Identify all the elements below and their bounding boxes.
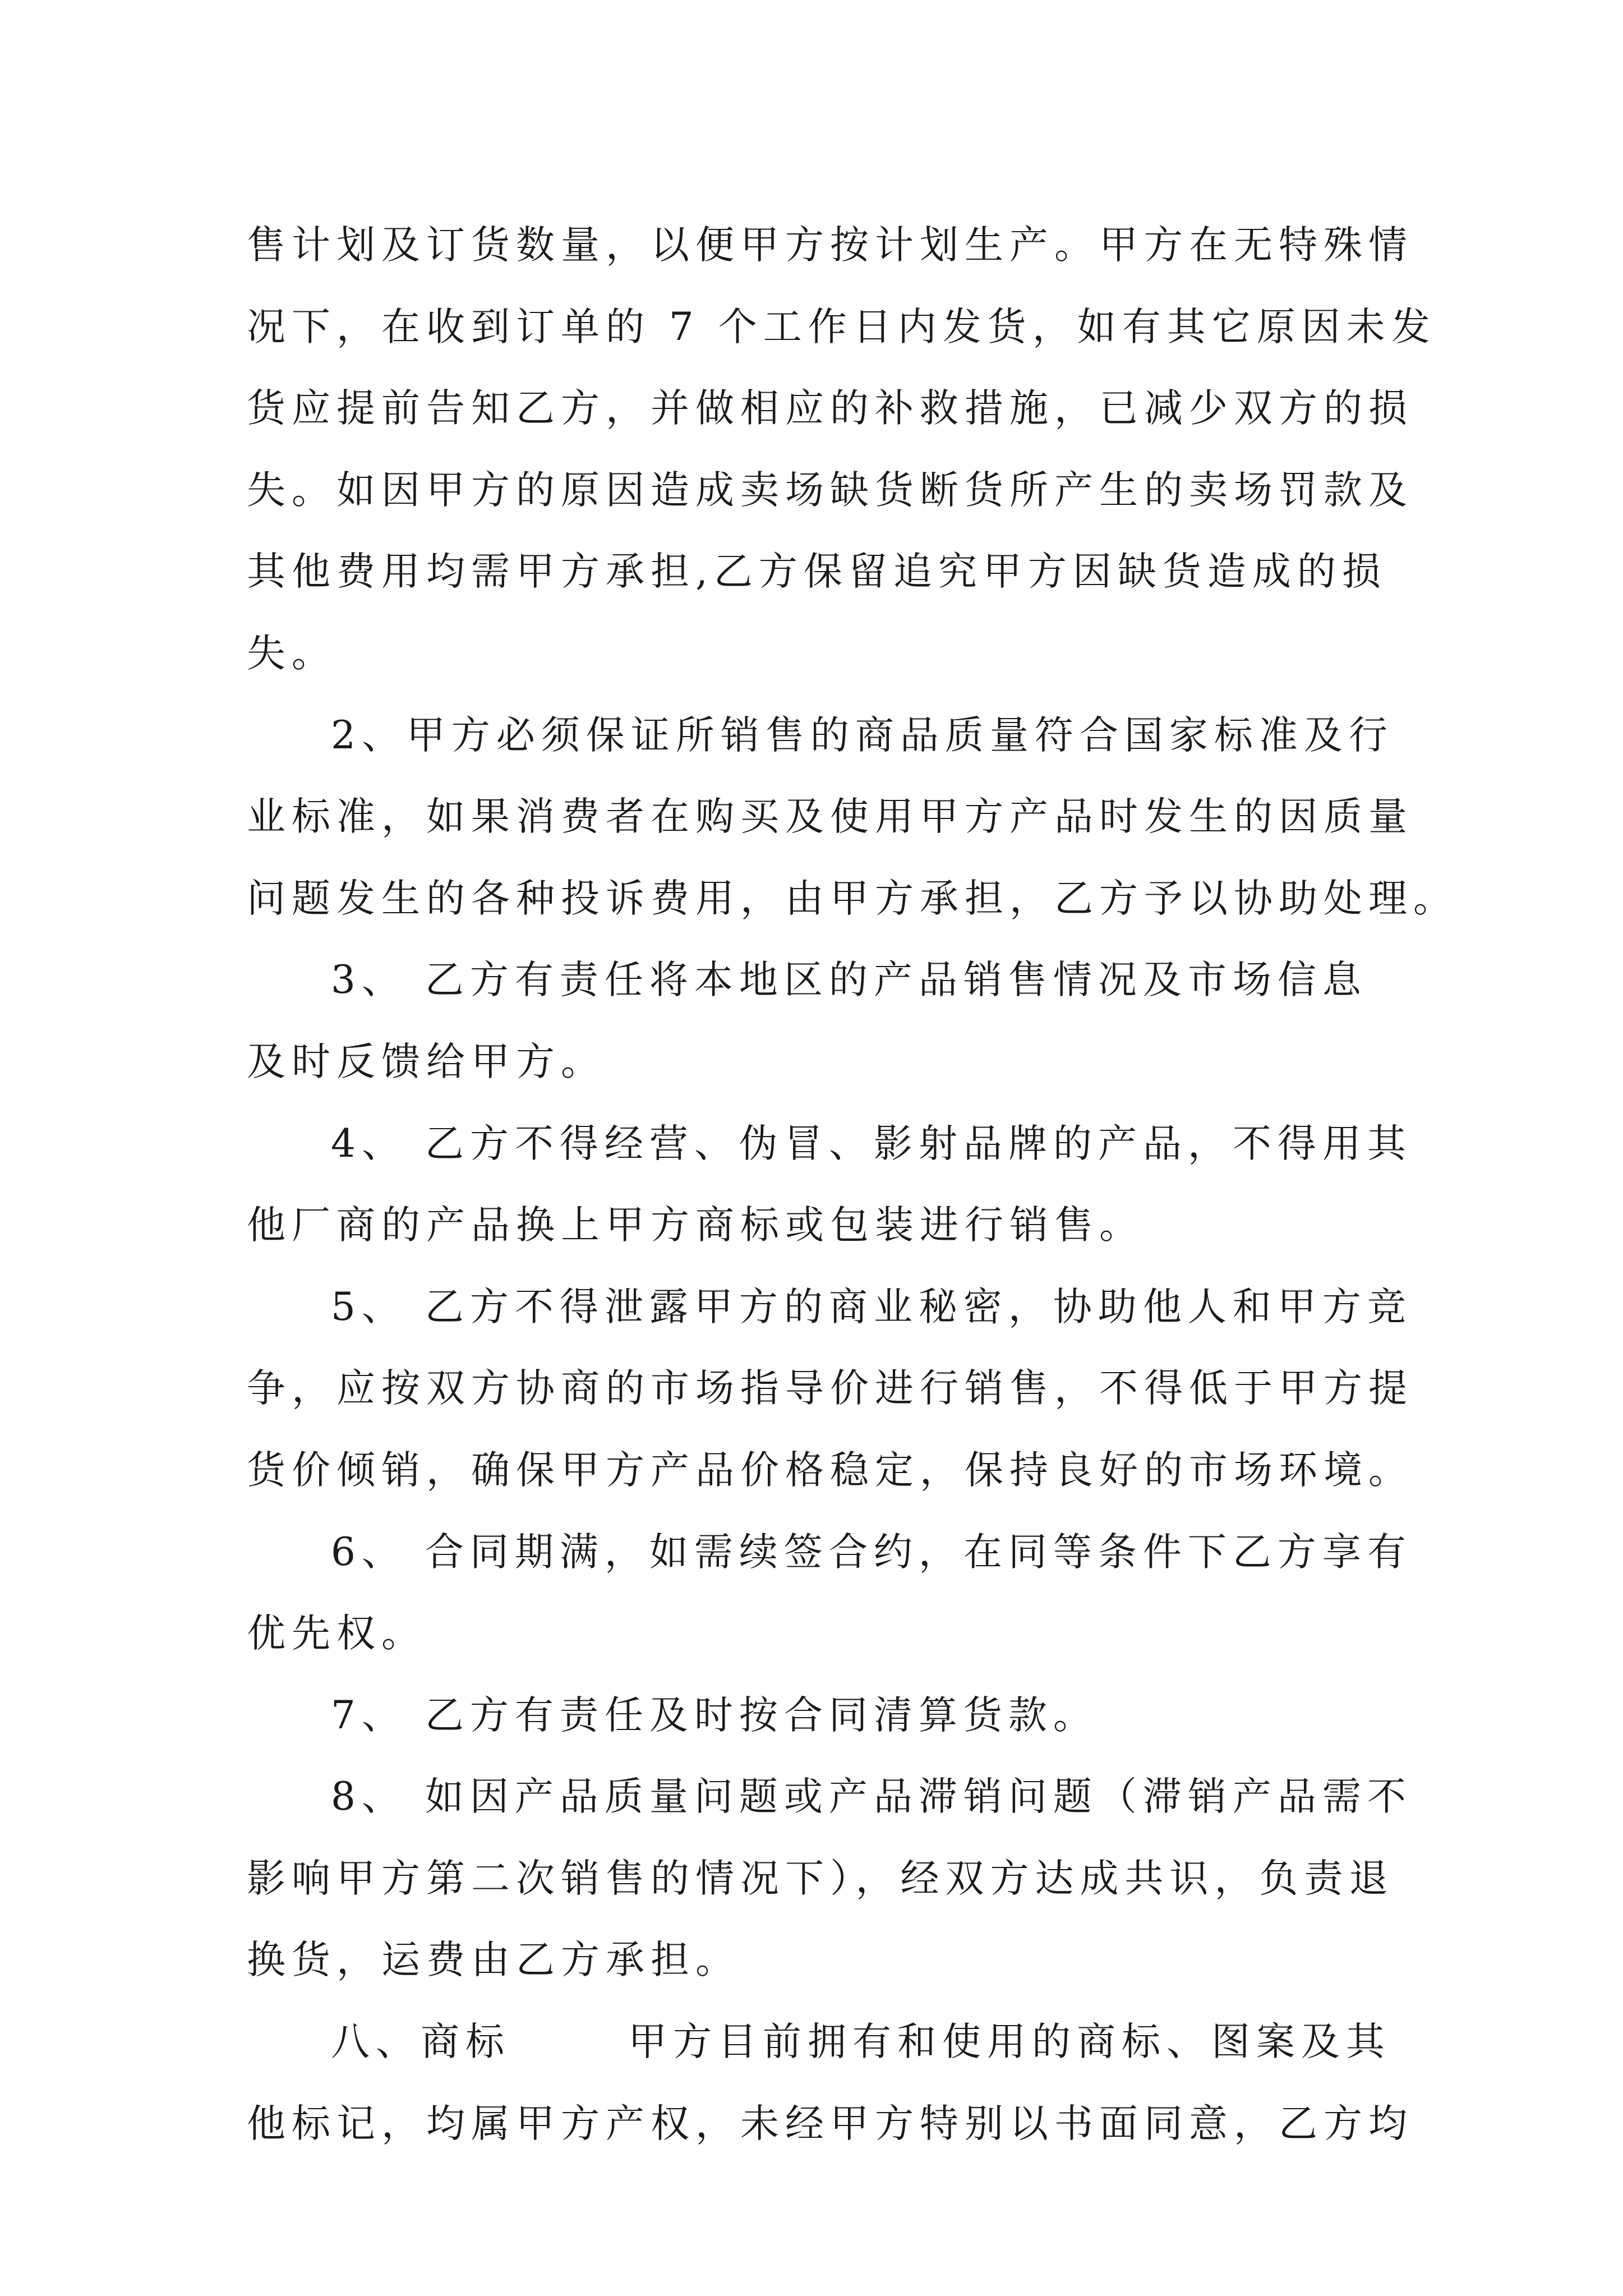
clause-3-line-1: 3、 乙方有责任将本地区的产品销售情况及市场信息 [331,958,1367,1003]
text-line: 其他费用均需甲方承担,乙方保留追究甲方因缺货造成的损 [247,549,1387,595]
clause-8-line-2: 影响甲方第二次销售的情况下），经双方达成共识，负责退 [247,1856,1394,1901]
clause-8-line-3: 换货，运费由乙方承担。 [247,1938,740,1983]
section-eight-text: 甲方目前拥有和使用的商标、图案及其 [628,2019,1391,2065]
contract-text-body [247,205,1458,2165]
section-eight-first-line [247,2001,1396,2083]
clause-2-line-3: 问题发生的各种投诉费用，由甲方承担，乙方予以协助处理。 [247,876,1458,921]
clause-2-line-2: 业标准，如果消费者在购买及使用甲方产品时发生的因质量 [247,794,1413,840]
clause-4-line-1: 4、 乙方不得经营、伪冒、影射品牌的产品，不得用其 [331,1121,1412,1166]
text-line: 售计划及订货数量，以便甲方按计划生产。甲方在无特殊情 [247,223,1413,268]
section-heading: 八、商标 [331,2019,510,2065]
text-line: 货应提前告知乙方，并做相应的补救措施，已减少双方的损 [247,386,1413,431]
clause-8-line-1: 8、 如因产品质量问题或产品滞销问题（滞销产品需不 [331,1774,1412,1820]
clause-6-line-1: 6、 合同期满，如需续签合约，在同等条件下乙方享有 [331,1529,1412,1575]
section-eight-second-line: 他标记，均属甲方产权，未经甲方特别以书面同意，乙方均 [247,2101,1413,2146]
clause-5-line-2: 争，应按双方协商的市场指导价进行销售，不得低于甲方提 [247,1366,1413,1411]
clause-5-line-3: 货价倾销，确保甲方产品价格稳定，保持良好的市场环境。 [247,1447,1413,1493]
clause-5-line-1: 5、 乙方不得泄露甲方的商业秘密，协助他人和甲方竞 [331,1284,1412,1329]
text-line: 失。如因甲方的原因造成卖场缺货断货所产生的卖场罚款及 [247,467,1413,513]
text-line: 况下，在收到订单的 7 个工作日内发货，如有其它原因未发 [247,304,1436,349]
clause-4-line-2: 他厂商的产品换上甲方商标或包装进行销售。 [247,1203,1144,1248]
clause-3-line-2: 及时反馈给甲方。 [247,1039,606,1084]
text-line: 失。 [247,631,336,676]
clause-6-line-2: 优先权。 [247,1611,426,1657]
clause-2-line-1: 2、甲方必须保证所销售的商品质量符合国家标准及行 [331,712,1394,758]
clause-7-line-1: 7、 乙方有责任及时按合同清算货款。 [331,1692,1098,1738]
